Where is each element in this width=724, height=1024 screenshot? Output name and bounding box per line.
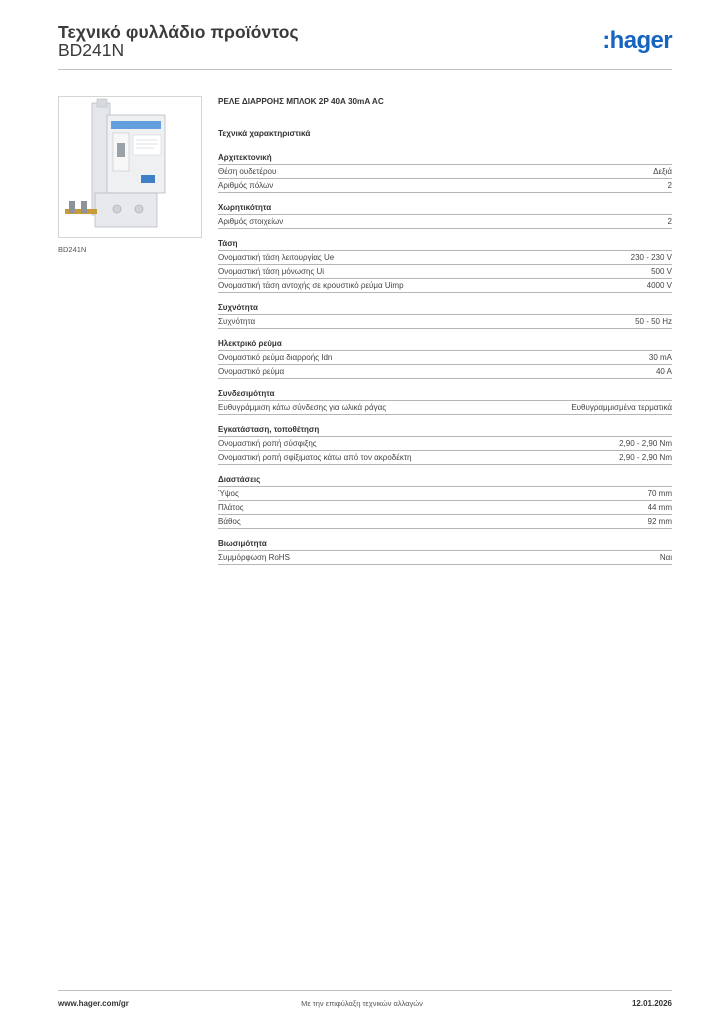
spec-value: 70 mm: [647, 489, 672, 498]
document-title: Τεχνικό φυλλάδιο προϊόντος: [58, 22, 299, 42]
spec-label: Συχνότητα: [218, 317, 256, 326]
spec-row: [218, 265, 672, 279]
product-illustration: [59, 97, 201, 237]
product-image: [58, 96, 202, 238]
spec-label: Συμμόρφωση RoHS: [218, 553, 290, 562]
spec-label: Θέση ουδετέρου: [218, 167, 277, 176]
spec-value: 30 mA: [648, 353, 672, 362]
spec-row: [218, 279, 672, 293]
spec-row: [218, 501, 672, 515]
spec-value: 40 A: [655, 367, 672, 376]
spec-label: Ονομαστική ροπή σφίξιματος κάτω από τον ακροδέκτη: [218, 453, 412, 462]
spec-row: [218, 487, 672, 501]
spec-section: [218, 338, 672, 379]
spec-row: [218, 215, 672, 229]
header-divider: [58, 69, 672, 70]
spec-value: 44 mm: [647, 503, 672, 512]
spec-label: Ονομαστική τάση αντοχής σε κρουστικό ρεύμα Uimp: [218, 281, 404, 290]
spec-label: Πλάτος: [218, 503, 244, 512]
spec-section: [218, 474, 672, 529]
spec-row: [218, 351, 672, 365]
spec-label: Ονομαστική τάση μόνωσης Ui: [218, 267, 325, 276]
spec-row: [218, 165, 672, 179]
spec-section: [218, 302, 672, 329]
spec-row: [218, 515, 672, 529]
spec-label: Ονομαστικό ρεύμα διαρροής Idn: [218, 353, 333, 362]
footer-divider: [58, 990, 672, 991]
spec-row: [218, 437, 672, 451]
spec-value: 230 - 230 V: [630, 253, 672, 262]
spec-value: 2: [667, 217, 672, 226]
spec-label: Βάθος: [218, 517, 241, 526]
section-heading: Συνδεσιμότητα: [218, 388, 672, 401]
section-heading: Τάση: [218, 238, 672, 251]
spec-label: Ονομαστική τάση λειτουργίας Ue: [218, 253, 335, 262]
spec-row: [218, 179, 672, 193]
spec-label: Ονομαστική ροπή σύσφιξης: [218, 439, 317, 448]
section-heading: Διαστάσεις: [218, 474, 672, 487]
hager-logo: :hager: [602, 27, 672, 54]
spec-section: [218, 152, 672, 193]
spec-label: Αριθμός πόλων: [218, 181, 274, 190]
spec-row: [218, 551, 672, 565]
spec-section: [218, 424, 672, 465]
spec-row: [218, 401, 672, 415]
spec-value: 2,90 - 2,90 Nm: [619, 453, 672, 462]
spec-row: [218, 251, 672, 265]
spec-section: [218, 388, 672, 415]
section-heading: Αρχιτεκτονική: [218, 152, 672, 165]
spec-value: 2,90 - 2,90 Nm: [619, 439, 672, 448]
spec-label: Ευθυγράμμιση κάτω σύνδεσης για ωλικά ράγας: [218, 403, 387, 412]
spec-sections: [218, 152, 672, 565]
spec-content: [218, 96, 672, 565]
section-heading: Συχνότητα: [218, 302, 672, 315]
product-code: BD241N: [58, 40, 125, 60]
spec-section: [218, 202, 672, 229]
spec-row: [218, 315, 672, 329]
image-caption: BD241N: [58, 245, 87, 254]
section-heading: Εγκατάσταση, τοποθέτηση: [218, 424, 672, 437]
spec-value: 50 - 50 Hz: [635, 317, 672, 326]
spec-value: 2: [667, 181, 672, 190]
spec-value: 92 mm: [647, 517, 672, 526]
spec-value: Ναι: [659, 553, 672, 562]
page-header: [58, 20, 672, 70]
spec-row: [218, 451, 672, 465]
spec-section: [218, 538, 672, 565]
spec-value: Δεξιά: [653, 167, 672, 176]
footer-date: 12.01.2026: [631, 999, 672, 1008]
spec-row: [218, 365, 672, 379]
spec-value: Ευθυγραμμισμένα τερματικά: [571, 403, 672, 412]
product-name: ΡΕΛΕ ΔΙΑΡΡΟΗΣ ΜΠΛΟΚ 2P 40A 30mA AC: [218, 97, 384, 106]
spec-section: [218, 238, 672, 293]
section-heading: Βιωσιμότητα: [218, 538, 672, 551]
footer-url[interactable]: www.hager.com/gr: [58, 999, 129, 1008]
section-heading: Ηλεκτρικό ρεύμα: [218, 338, 672, 351]
spec-label: Ύψος: [218, 489, 239, 498]
tech-specs-title: Τεχνικά χαρακτηριστικά: [218, 129, 311, 138]
spec-label: Ονομαστικό ρεύμα: [218, 367, 285, 376]
spec-value: 4000 V: [646, 281, 672, 290]
spec-label: Αριθμός στοιχείων: [218, 217, 284, 226]
spec-value: 500 V: [651, 267, 672, 276]
footer-note: Με την επιφύλαξη τεχνικών αλλαγών: [301, 999, 423, 1008]
section-heading: Χωρητικότητα: [218, 202, 672, 215]
